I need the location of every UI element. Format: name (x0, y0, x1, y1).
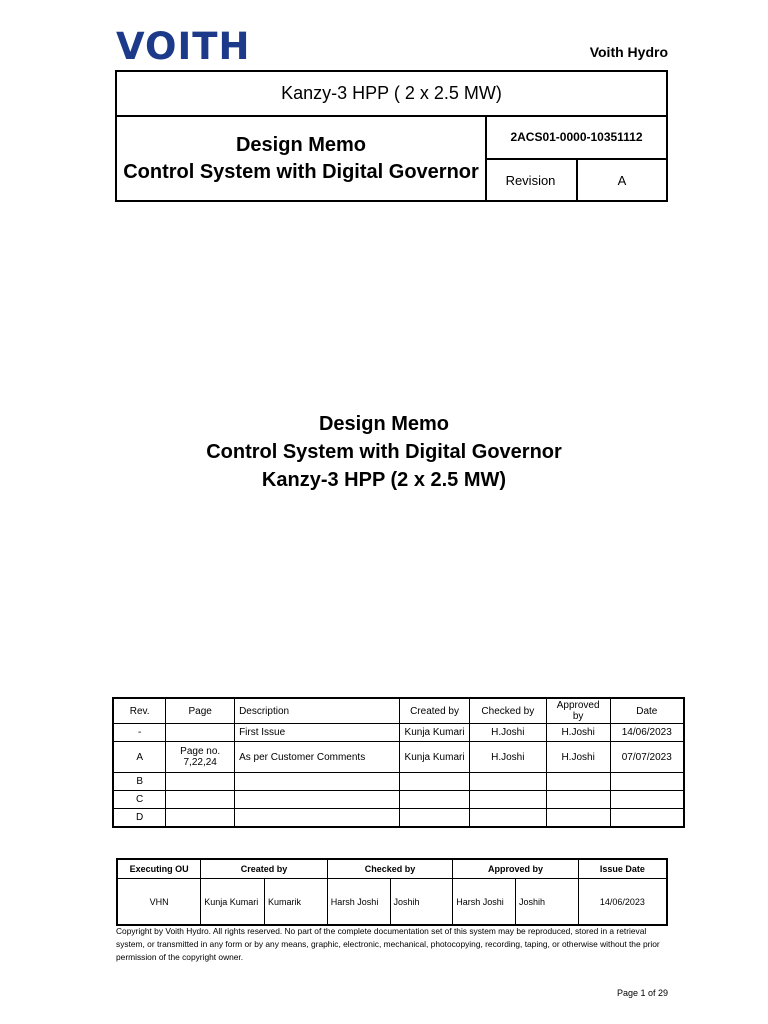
table-cell: First Issue (235, 724, 400, 742)
table-cell (546, 791, 610, 809)
copyright-notice: Copyright by Voith Hydro. All rights reserved. No part of the complete documentation set of this system may be reproduced, stored in a retrieval system, or transmitted in any form or by any means, graphic, electronic, mechanical, photocopying, recording, taping, or otherwise without the prior permission of the copyright owner. (116, 926, 660, 962)
table-row (113, 742, 684, 773)
table-cell: 14/06/2023 (610, 724, 684, 742)
col-header-description: Description (235, 698, 400, 724)
table-cell: Page no. 7,22,24 (166, 742, 235, 773)
table-cell: H.Joshi (546, 742, 610, 773)
checked-by-signature: Joshih (390, 879, 453, 926)
table-cell (166, 791, 235, 809)
table-cell (400, 791, 470, 809)
table-row (113, 773, 684, 791)
col-header-rev: Rev. (113, 698, 166, 724)
table-cell: H.Joshi (469, 724, 546, 742)
center-title-line1: Design Memo (318, 413, 450, 435)
table-cell (400, 809, 470, 828)
table-cell (610, 791, 684, 809)
executing-ou-value: VHN (117, 879, 201, 926)
col-header-created-by: Created by (201, 859, 328, 879)
created-by-name: Kunja Kumari (201, 879, 265, 926)
table-cell (469, 773, 546, 791)
table-row (113, 724, 684, 742)
table-cell (166, 809, 235, 828)
approved-by-name: Harsh Joshi (453, 879, 516, 926)
col-header-page: Page (166, 698, 235, 724)
voith-logo: VOITH (116, 25, 251, 68)
table-cell: C (113, 791, 166, 809)
issue-date-value: 14/06/2023 (578, 879, 667, 926)
table-cell (469, 809, 546, 828)
table-cell: H.Joshi (546, 724, 610, 742)
approved-by-signature: Joshih (516, 879, 579, 926)
table-cell (546, 773, 610, 791)
table-row (113, 809, 684, 828)
center-title-line2: Control System with Digital Governor (206, 441, 562, 463)
table-cell: D (113, 809, 166, 828)
project-name: Kanzy-3 HPP ( 2 x 2.5 MW) (117, 72, 666, 117)
table-cell: As per Customer Comments (235, 742, 400, 773)
table-row (113, 791, 684, 809)
document-header-box (115, 70, 668, 202)
table-cell: 07/07/2023 (610, 742, 684, 773)
revision-value: A (617, 172, 627, 188)
col-header-created-by: Created by (400, 698, 470, 724)
center-title-line3: Kanzy-3 HPP (2 x 2.5 MW) (261, 469, 507, 491)
table-cell (235, 809, 400, 828)
table-cell: H.Joshi (469, 742, 546, 773)
table-cell: Kunja Kumari (400, 724, 470, 742)
col-header-approved-by: Approved by (546, 698, 610, 724)
table-cell (166, 773, 235, 791)
created-by-signature: Kumarik (264, 879, 327, 926)
division-name: Voith Hydro (589, 44, 668, 60)
table-cell: - (113, 724, 166, 742)
revision-label: Revision (485, 158, 578, 202)
signature-table (116, 858, 668, 926)
table-cell: Kunja Kumari (400, 742, 470, 773)
table-cell (400, 773, 470, 791)
table-cell (610, 809, 684, 828)
table-row (117, 879, 667, 926)
revision-history-table (112, 697, 685, 828)
table-cell (546, 809, 610, 828)
checked-by-name: Harsh Joshi (327, 879, 390, 926)
document-title-line2: Control System with Digital Governor (123, 160, 479, 183)
col-header-checked-by: Checked by (469, 698, 546, 724)
table-cell (166, 724, 235, 742)
table-cell (235, 791, 400, 809)
col-header-date: Date (610, 698, 684, 724)
col-header-approved-by: Approved by (453, 859, 578, 879)
table-cell (235, 773, 400, 791)
center-title (0, 410, 768, 494)
col-header-issue-date: Issue Date (578, 859, 667, 879)
table-cell (469, 791, 546, 809)
col-header-checked-by: Checked by (327, 859, 452, 879)
table-cell: A (113, 742, 166, 773)
table-header-row (117, 859, 667, 879)
document-number: 2ACS01-0000-10351112 (485, 115, 668, 160)
document-title (117, 115, 487, 202)
document-title-line1: Design Memo (235, 133, 367, 156)
page-number: Page 1 of 29 (616, 988, 668, 998)
table-cell: B (113, 773, 166, 791)
col-header-executing-ou: Executing OU (117, 859, 201, 879)
table-header-row (113, 698, 684, 724)
table-cell (610, 773, 684, 791)
